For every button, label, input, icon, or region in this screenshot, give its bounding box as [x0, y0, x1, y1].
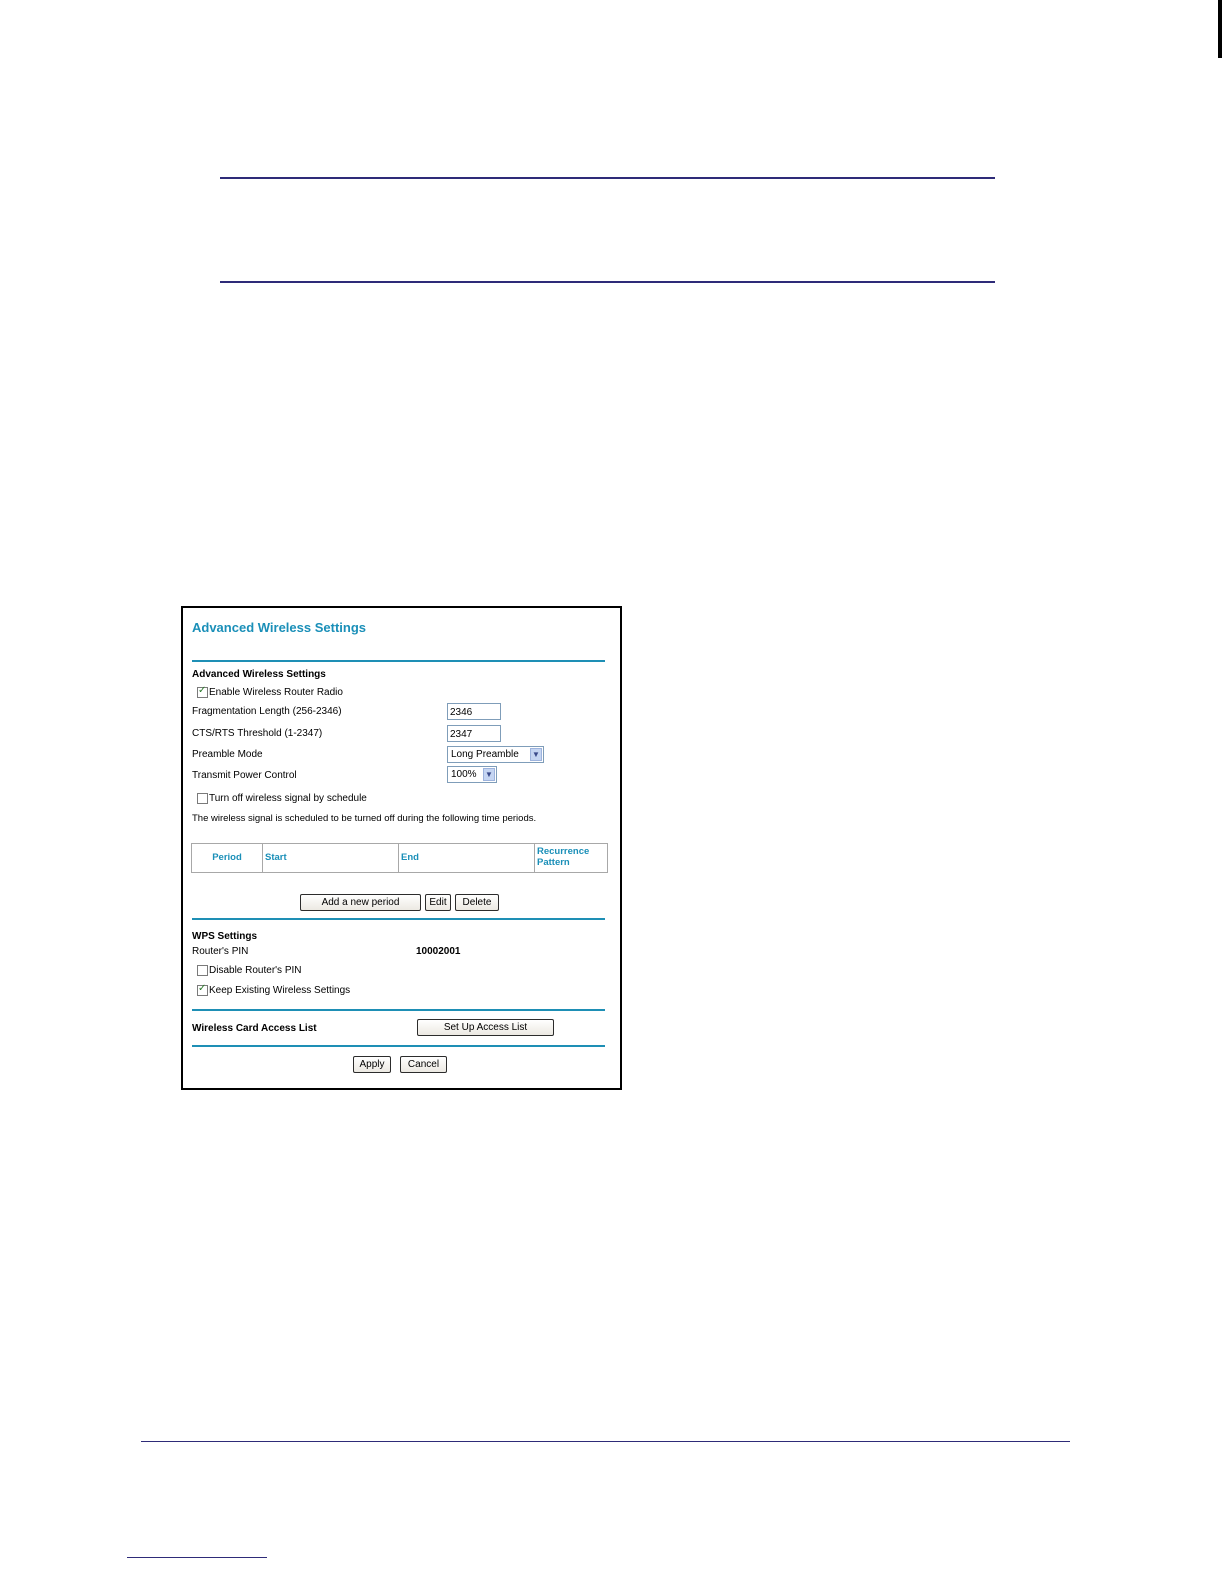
router-pin-label: Router's PIN: [192, 946, 249, 957]
advanced-wireless-settings-screenshot: [181, 606, 622, 1090]
frag-length-label: Fragmentation Length (256-2346): [192, 706, 342, 717]
preamble-value: Long Preamble: [451, 749, 519, 760]
enable-radio-label: Enable Wireless Router Radio: [209, 687, 343, 698]
preamble-label: Preamble Mode: [192, 749, 263, 760]
frag-length-input[interactable]: 2346: [447, 703, 501, 720]
footer-link-rule: [127, 1557, 267, 1558]
chevron-down-icon[interactable]: ▼: [483, 768, 495, 781]
table-header-end: End: [399, 844, 535, 872]
apply-button[interactable]: Apply: [353, 1056, 391, 1073]
keep-settings-label: Keep Existing Wireless Settings: [209, 985, 351, 996]
keep-settings-checkbox[interactable]: [197, 985, 208, 996]
divider: [192, 1045, 605, 1047]
schedule-checkbox[interactable]: [197, 793, 208, 804]
cts-rts-label: CTS/RTS Threshold (1-2347): [192, 728, 323, 739]
check-icon: ✓: [198, 983, 207, 994]
schedule-label: Turn off wireless signal by schedule: [209, 793, 367, 804]
tx-power-select[interactable]: [447, 766, 497, 783]
router-pin-value: 10002001: [416, 946, 461, 957]
schedule-table: [191, 843, 608, 873]
divider: [192, 660, 605, 662]
setup-access-list-button[interactable]: Set Up Access List: [417, 1019, 554, 1036]
add-period-button[interactable]: Add a new period: [300, 894, 421, 911]
divider: [192, 1009, 605, 1011]
table-header-period: Period: [192, 844, 263, 872]
second-rule: [220, 281, 995, 283]
disable-pin-checkbox[interactable]: [197, 965, 208, 976]
cancel-button[interactable]: Cancel: [400, 1056, 447, 1073]
disable-pin-label: Disable Router's PIN: [209, 965, 302, 976]
page-title: Advanced Wireless Settings: [192, 620, 366, 635]
edit-button[interactable]: Edit: [425, 894, 451, 911]
footer-rule: [141, 1441, 1070, 1442]
section-heading-advanced: Advanced Wireless Settings: [192, 669, 326, 680]
schedule-note: The wireless signal is scheduled to be turned off during the following time periods.: [192, 813, 537, 824]
tx-power-label: Transmit Power Control: [192, 770, 297, 781]
check-icon: ✓: [198, 685, 207, 696]
wps-heading: WPS Settings: [192, 931, 258, 942]
page-edge-bar: [1218, 0, 1222, 58]
cts-rts-input[interactable]: 2347: [447, 725, 501, 742]
table-header-recurrence: Recurrence Pattern: [537, 846, 590, 868]
chevron-down-icon[interactable]: ▼: [530, 748, 542, 761]
enable-radio-checkbox[interactable]: [197, 687, 208, 698]
top-rule: [220, 177, 995, 179]
delete-button[interactable]: Delete: [455, 894, 499, 911]
divider: [192, 918, 605, 920]
table-header-start: Start: [263, 844, 399, 872]
preamble-select[interactable]: [447, 746, 544, 763]
access-list-label: Wireless Card Access List: [192, 1023, 317, 1034]
tx-power-value: 100%: [451, 769, 477, 780]
